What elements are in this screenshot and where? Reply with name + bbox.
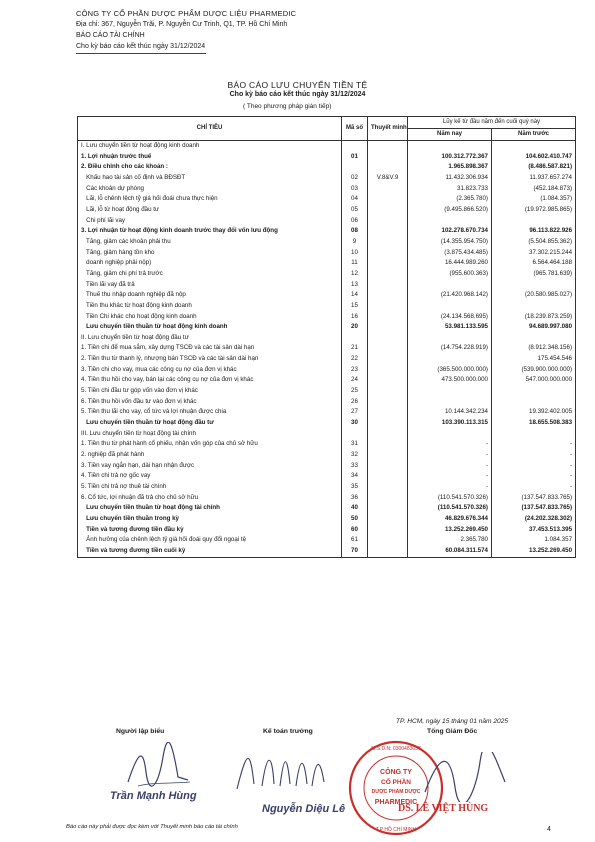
row-previous — [492, 141, 576, 152]
row-label: II. Lưu chuyển tiền từ hoạt động đầu tư — [78, 333, 342, 344]
table-row — [78, 407, 576, 418]
row-label: Lãi, lỗ chênh lệch tỷ giá hối đoái chưa thực hiện — [78, 194, 342, 205]
row-code: 30 — [342, 418, 368, 429]
row-note — [368, 322, 408, 333]
row-code — [342, 333, 368, 344]
table-row — [78, 386, 576, 397]
table-row — [78, 461, 576, 472]
row-code: 01 — [342, 152, 368, 163]
row-current: - — [408, 450, 492, 461]
row-label: 3. Tiền vay ngắn hạn, dài hạn nhận được — [78, 461, 342, 472]
row-label: Tăng, giảm hàng tồn kho — [78, 248, 342, 259]
table-row — [78, 514, 576, 525]
row-note — [368, 386, 408, 397]
table-row — [78, 343, 576, 354]
row-previous — [492, 429, 576, 440]
row-code: 70 — [342, 546, 368, 557]
row-note — [368, 343, 408, 354]
row-previous: (539.900.000.000) — [492, 365, 576, 376]
row-note — [368, 503, 408, 514]
row-current — [408, 216, 492, 227]
row-previous: - — [492, 482, 576, 493]
row-note — [368, 482, 408, 493]
row-code: 21 — [342, 343, 368, 354]
row-code: 36 — [342, 493, 368, 504]
report-period: Cho kỳ báo cáo kết thúc ngày 31/12/2024 — [76, 43, 206, 50]
row-note — [368, 461, 408, 472]
row-current: (110.541.570.326) — [408, 503, 492, 514]
row-note — [368, 301, 408, 312]
table-row — [78, 216, 576, 227]
row-current: - — [408, 471, 492, 482]
row-note — [368, 535, 408, 546]
table-row — [78, 301, 576, 312]
row-previous: (8.486.587.821) — [492, 162, 576, 173]
row-previous: 19.392.402.005 — [492, 407, 576, 418]
row-code: 02 — [342, 173, 368, 184]
row-previous: - — [492, 461, 576, 472]
row-note: V.8&V.9 — [368, 173, 408, 184]
table-row — [78, 375, 576, 386]
row-current: 100.312.772.367 — [408, 152, 492, 163]
row-code: 9 — [342, 237, 368, 248]
report-subtitle: Cho kỳ báo cáo kết thúc ngày 31/12/2024 — [229, 91, 366, 98]
row-note — [368, 248, 408, 259]
row-note — [368, 450, 408, 461]
row-current: 473.500.000.000 — [408, 375, 492, 386]
row-label: Lưu chuyển tiền thuần trong kỳ — [78, 514, 342, 525]
row-note — [368, 354, 408, 365]
row-label: 3. Tiền chi cho vay, mua các công cụ nợ của đơn vị khác — [78, 365, 342, 376]
table-row — [78, 184, 576, 195]
row-label: 5. Tiền chi trả nợ thuê tài chính — [78, 482, 342, 493]
row-note — [368, 237, 408, 248]
row-current: (24.134.568.695) — [408, 312, 492, 323]
row-current: 13.252.269.450 — [408, 525, 492, 536]
row-label: Lưu chuyển tiền thuần từ hoạt động kinh doanh — [78, 322, 342, 333]
row-previous: 11.937.657.274 — [492, 173, 576, 184]
accountant-name: Nguyễn Diệu Lê — [262, 803, 346, 815]
row-current: 2.365.780 — [408, 535, 492, 546]
row-previous: 96.113.822.926 — [492, 226, 576, 237]
row-previous — [492, 216, 576, 227]
row-label: 2. Tiền thu từ thanh lý, nhượng bán TSCĐ và các tài sản dài hạn — [78, 354, 342, 365]
row-current: (3.875.434.485) — [408, 248, 492, 259]
header-code: Mã số — [342, 117, 368, 141]
row-note — [368, 493, 408, 504]
row-previous: - — [492, 450, 576, 461]
table-body — [78, 141, 576, 558]
row-note — [368, 333, 408, 344]
row-code: 15 — [342, 301, 368, 312]
header-item: CHỈ TIÊU — [78, 117, 342, 141]
row-note — [368, 269, 408, 280]
table-row — [78, 525, 576, 536]
row-previous: 18.655.508.383 — [492, 418, 576, 429]
row-label: 6. Cổ tức, lợi nhuận đã trả cho chủ sở hữu — [78, 493, 342, 504]
row-note — [368, 184, 408, 195]
table-row — [78, 141, 576, 152]
company-name: CÔNG TY CỔ PHẦN DƯỢC PHẨM DƯỢC LIỆU PHARMEDIC — [76, 9, 297, 18]
row-current: 1.965.898.367 — [408, 162, 492, 173]
row-note — [368, 546, 408, 557]
footer-note: Báo cáo này phải được đọc kèm với Thuyết minh báo cáo tài chính — [66, 824, 238, 830]
report-title: BÁO CÁO LƯU CHUYỂN TIỀN TỆ — [227, 80, 368, 90]
row-note — [368, 365, 408, 376]
row-code: 23 — [342, 365, 368, 376]
row-label: Tiền và tương đương tiền cuối kỳ — [78, 546, 342, 557]
row-label: Tăng, giảm chi phí trả trước — [78, 269, 342, 280]
row-note — [368, 407, 408, 418]
row-code — [342, 141, 368, 152]
table-row — [78, 258, 576, 269]
row-label: III. Lưu chuyển tiền từ hoạt động tài chính — [78, 429, 342, 440]
director-title: Tổng Giám Đốc — [427, 728, 478, 735]
row-code: 34 — [342, 471, 368, 482]
row-current: (2.365.780) — [408, 194, 492, 205]
row-code: 31 — [342, 439, 368, 450]
row-note — [368, 439, 408, 450]
row-previous: (137.547.833.765) — [492, 493, 576, 504]
row-previous: 104.602.410.747 — [492, 152, 576, 163]
row-code: 60 — [342, 525, 368, 536]
row-current: (21.420.968.142) — [408, 290, 492, 301]
row-label: 1. Tiền thu từ phát hành cổ phiếu, nhận vốn góp của chủ sở hữu — [78, 439, 342, 450]
row-previous: 175.454.546 — [492, 354, 576, 365]
row-previous: (18.239.873.259) — [492, 312, 576, 323]
row-current — [408, 280, 492, 291]
table-row — [78, 365, 576, 376]
preparer-signature — [118, 742, 198, 792]
cash-flow-table — [77, 116, 576, 558]
table-row — [78, 429, 576, 440]
row-previous: 37.302.215.244 — [492, 248, 576, 259]
row-code: 27 — [342, 407, 368, 418]
company-header — [76, 8, 296, 54]
row-previous: - — [492, 471, 576, 482]
row-code: 06 — [342, 216, 368, 227]
row-current: (110.541.570.326) — [408, 493, 492, 504]
row-label: Tiền Chi khác cho hoạt động kinh doanh — [78, 312, 342, 323]
row-current: - — [408, 461, 492, 472]
table-row — [78, 450, 576, 461]
row-code: 32 — [342, 450, 368, 461]
row-label: 1. Lợi nhuận trước thuế — [78, 152, 342, 163]
row-note — [368, 152, 408, 163]
svg-text:M.S.D.N: 0300483037: M.S.D.N: 0300483037 — [371, 746, 421, 752]
row-previous: (452.184.873) — [492, 184, 576, 195]
table-row — [78, 280, 576, 291]
row-previous: (19.972.985.865) — [492, 205, 576, 216]
row-current — [408, 141, 492, 152]
row-label: doanh nghiệp phải nộp) — [78, 258, 342, 269]
row-previous — [492, 280, 576, 291]
row-code: 12 — [342, 269, 368, 280]
table-row — [78, 248, 576, 259]
row-code: 24 — [342, 375, 368, 386]
row-label: Ảnh hưởng của chênh lệch tỷ giá hối đoái quy đổi ngoại tệ — [78, 535, 342, 546]
row-current — [408, 333, 492, 344]
accountant-signature — [232, 744, 342, 794]
row-current: 103.390.113.315 — [408, 418, 492, 429]
row-previous: (20.580.985.027) — [492, 290, 576, 301]
row-code: 61 — [342, 535, 368, 546]
row-code: 10 — [342, 248, 368, 259]
row-previous: 94.689.997.080 — [492, 322, 576, 333]
row-previous: 6.564.464.188 — [492, 258, 576, 269]
row-label: Lãi, lỗ từ hoạt động đầu tư — [78, 205, 342, 216]
row-label: 3. Lợi nhuận từ hoạt động kinh doanh trước thay đổi vốn lưu động — [78, 226, 342, 237]
page-number: 4 — [547, 826, 551, 833]
table-row — [78, 354, 576, 365]
table-row — [78, 322, 576, 333]
row-label: Tăng, giảm các khoản phải thu — [78, 237, 342, 248]
row-code: 50 — [342, 514, 368, 525]
report-method: ( Theo phương pháp gián tiếp) — [243, 103, 332, 110]
row-current: (365.500.000.000) — [408, 365, 492, 376]
svg-text:PHARMEDIC: PHARMEDIC — [374, 799, 418, 806]
table-row — [78, 205, 576, 216]
table-row — [78, 397, 576, 408]
row-code: 33 — [342, 461, 368, 472]
svg-text:CÔNG TY: CÔNG TY — [380, 769, 412, 776]
table-row — [78, 152, 576, 163]
table-row — [78, 269, 576, 280]
row-code: 26 — [342, 397, 368, 408]
row-label: Khấu hao tài sản cố định và BĐSĐT — [78, 173, 342, 184]
row-current: 16.444.989.260 — [408, 258, 492, 269]
row-label: Tiền thu khác từ hoạt động kinh doanh — [78, 301, 342, 312]
row-current — [408, 354, 492, 365]
row-note — [368, 471, 408, 482]
row-current: 46.829.676.344 — [408, 514, 492, 525]
svg-text:CỔ PHẦN: CỔ PHẦN — [381, 779, 411, 786]
row-note — [368, 216, 408, 227]
row-code: 13 — [342, 280, 368, 291]
svg-text:DƯỢC PHẨM DƯỢC: DƯỢC PHẨM DƯỢC — [371, 789, 421, 795]
row-current: 102.278.670.734 — [408, 226, 492, 237]
row-code: 35 — [342, 482, 368, 493]
row-previous: - — [492, 439, 576, 450]
row-current: 53.981.133.595 — [408, 322, 492, 333]
row-previous: 1.084.357 — [492, 535, 576, 546]
row-label: Các khoản dự phòng — [78, 184, 342, 195]
table-row — [78, 493, 576, 504]
row-label: 2. Điều chỉnh cho các khoản : — [78, 162, 342, 173]
row-current — [408, 429, 492, 440]
row-previous: 37.453.513.395 — [492, 525, 576, 536]
row-previous: (137.547.833.765) — [492, 503, 576, 514]
row-note — [368, 375, 408, 386]
row-label: 6. Tiền thu hồi vốn đầu tư vào đơn vị khác — [78, 397, 342, 408]
date-line: TP. HCM, ngày 15 tháng 01 năm 2025 — [396, 718, 509, 725]
svg-text:T.P HỒ CHÍ MINH: T.P HỒ CHÍ MINH — [375, 827, 417, 833]
company-address: Địa chỉ: 367, Nguyễn Trãi, P. Nguyễn Cư Trinh, Q1, TP. Hồ Chí Minh — [76, 21, 288, 28]
row-previous — [492, 386, 576, 397]
row-label: Chi phí lãi vay — [78, 216, 342, 227]
row-previous: 13.252.269.450 — [492, 546, 576, 557]
row-code: 25 — [342, 386, 368, 397]
table-row — [78, 173, 576, 184]
row-current — [408, 397, 492, 408]
row-current: 60.084.311.574 — [408, 546, 492, 557]
row-code — [342, 162, 368, 173]
row-previous — [492, 333, 576, 344]
row-label: Lưu chuyển tiền thuần từ hoạt động đầu tư — [78, 418, 342, 429]
row-current: 11.432.306.934 — [408, 173, 492, 184]
row-previous — [492, 397, 576, 408]
row-label: I. Lưu chuyển tiền từ hoạt động kinh doanh — [78, 141, 342, 152]
row-previous: (965.781.639) — [492, 269, 576, 280]
table-row — [78, 418, 576, 429]
row-code: 16 — [342, 312, 368, 323]
row-previous: (8.912.348.156) — [492, 343, 576, 354]
director-name: DS. LÊ VIỆT HÙNG — [398, 803, 489, 814]
header-previous: Năm trước — [492, 129, 576, 141]
row-note — [368, 141, 408, 152]
table-row — [78, 226, 576, 237]
row-note — [368, 205, 408, 216]
table-row — [78, 482, 576, 493]
table-row — [78, 290, 576, 301]
row-label: 4. Tiền thu hồi cho vay, bán lại các công cụ nợ của đơn vị khác — [78, 375, 342, 386]
table-row — [78, 312, 576, 323]
director-signature — [420, 752, 510, 802]
row-note — [368, 397, 408, 408]
row-label: 1. Tiền chi để mua sắm, xây dựng TSCĐ và các tài sản dài hạn — [78, 343, 342, 354]
accountant-title: Kế toán trưởng — [263, 728, 313, 735]
header-rule — [76, 53, 206, 54]
row-label: 5. Tiền thu lãi cho vay, cổ tức và lợi nhuận được chia — [78, 407, 342, 418]
row-code: 22 — [342, 354, 368, 365]
row-current: (14.754.228.919) — [408, 343, 492, 354]
table-row — [78, 237, 576, 248]
row-current: (9.495.866.520) — [408, 205, 492, 216]
row-label: 2. nghiệp đã phát hành — [78, 450, 342, 461]
row-note — [368, 312, 408, 323]
row-previous: 547.000.000.000 — [492, 375, 576, 386]
row-current: (955.600.363) — [408, 269, 492, 280]
row-note — [368, 429, 408, 440]
row-code: 20 — [342, 322, 368, 333]
preparer-name: Trần Mạnh Hùng — [110, 790, 197, 802]
row-note — [368, 418, 408, 429]
row-label: 4. Tiền chi trả nợ gốc vay — [78, 471, 342, 482]
row-code: 05 — [342, 205, 368, 216]
row-current: (14.355.954.750) — [408, 237, 492, 248]
row-note — [368, 514, 408, 525]
header-current: Năm nay — [408, 129, 492, 141]
header-note: Thuyết minh — [368, 117, 408, 141]
row-note — [368, 258, 408, 269]
row-code — [342, 429, 368, 440]
table-row — [78, 333, 576, 344]
row-note — [368, 280, 408, 291]
preparer-title: Người lập biểu — [116, 728, 165, 735]
row-note — [368, 525, 408, 536]
row-previous: (24.202.328.302) — [492, 514, 576, 525]
report-type: BÁO CÁO TÀI CHÍNH — [76, 32, 145, 39]
table-row — [78, 439, 576, 450]
row-note — [368, 162, 408, 173]
row-code: 40 — [342, 503, 368, 514]
row-current: 10.144.342.234 — [408, 407, 492, 418]
row-code: 14 — [342, 290, 368, 301]
table-row — [78, 471, 576, 482]
row-code: 08 — [342, 226, 368, 237]
row-current: 31.823.733 — [408, 184, 492, 195]
table-row — [78, 162, 576, 173]
row-current: - — [408, 439, 492, 450]
row-label: Lưu chuyển tiền thuần từ hoạt động tài chính — [78, 503, 342, 514]
table-row — [78, 546, 576, 557]
row-current — [408, 301, 492, 312]
row-previous: (5.504.855.362) — [492, 237, 576, 248]
table-row — [78, 535, 576, 546]
table-row — [78, 503, 576, 514]
row-code: 04 — [342, 194, 368, 205]
row-label: 5. Tiền chi đầu tư góp vốn vào đơn vị khác — [78, 386, 342, 397]
row-code: 11 — [342, 258, 368, 269]
row-current — [408, 386, 492, 397]
row-label: Tiền và tương đương tiền đầu kỳ — [78, 525, 342, 536]
row-code: 03 — [342, 184, 368, 195]
row-previous — [492, 301, 576, 312]
row-note — [368, 290, 408, 301]
header-group: Lũy kế từ đầu năm đến cuối quý này — [408, 117, 576, 129]
row-label: Tiền lãi vay đã trả — [78, 280, 342, 291]
table-row — [78, 194, 576, 205]
row-current: - — [408, 482, 492, 493]
row-previous: (1.084.357) — [492, 194, 576, 205]
row-note — [368, 226, 408, 237]
row-note — [368, 194, 408, 205]
row-label: Thuế thu nhập doanh nghiệp đã nộp — [78, 290, 342, 301]
